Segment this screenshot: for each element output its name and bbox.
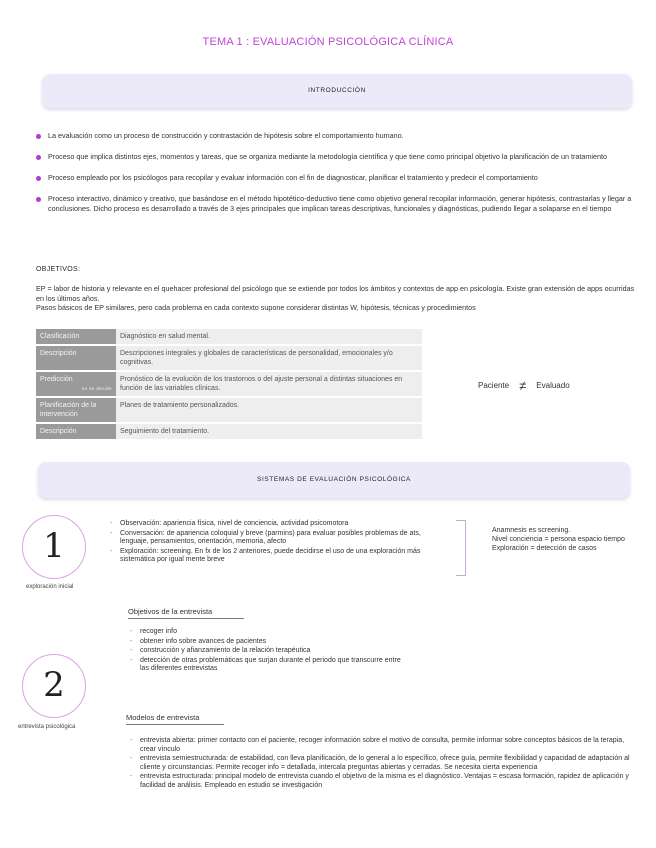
patient-label: Paciente (478, 381, 510, 390)
list-item: Proceso que implica distintos ejes, momentos y tareas, que se organiza mediante la metodología científica y que tiene como principal objetivo la planificación de un tratamiento (36, 152, 636, 162)
interview-models-list (128, 737, 638, 792)
section-header-intro: INTRODUCCIÓN (42, 74, 632, 108)
list-item: - Exploración: screening. En fx de los 2 anteriores, puede decidirse el uso de una exploración más sistemática por igual mente breve (108, 548, 448, 565)
list-item: Proceso empleado por los psicólogos para recopilar y evaluar información con el fin de diagnosticar, planificar el tratamiento y predecir el comportamiento (36, 173, 636, 183)
list-item: - construcción y afianzamiento de la relación terapéutica (128, 647, 408, 656)
list-item: Proceso interactivo, dinámico y creativo, que basándose en el método hipotético-deductivo tiene como objetivo general recopilar información, generar hipótesis, contrastarlas y llegar a conclusiones. Dicho proceso es desarrollado a través de 3 ejes principales que implican tareas descriptivas, funcionales y diagnósticas, pudiendo llegar a solaparse en el tiempo (36, 194, 636, 214)
page-title: TEMA 1 : EVALUACIÓN PSICOLÓGICA CLÍNICA (202, 36, 454, 48)
table-value: Pronóstico de la evolución de los trastornos o del ajuste personal a distintas situaciones en función de las variables clínicas. (116, 371, 422, 397)
patient-vs-evaluated (478, 378, 570, 393)
list-item: - entrevista abierta: primer contacto con el paciente, recoger información sobre el motivo de consulta, permite informar sobre conceptos básicos de la terapia, crear vínculo (128, 737, 638, 754)
ep-description (36, 284, 636, 313)
list-item: - entrevista semiestructurada: de estabilidad, con lleva planificación, de lo general a lo específico, ofrece guía, permite flexibilidad y capacidad de adaptación al cliente y circunstancias. Permite recoger info = detallada, intercala preguntas abiertas y cerradas. Se necesita cierta experiencia (128, 755, 638, 772)
list-item: - obtener info sobre avances de pacientes (128, 638, 408, 647)
table-value: Diagnóstico en salud mental. (116, 329, 422, 345)
table-key: Planificación de la intervención (36, 397, 116, 423)
ep-line: EP = labor de historia y relevante en el quehacer profesional del psicólogo que se extiende por todos los ámbitos y contextos de app en psicología. Existe gran extensión de apps ocurridas en los últimos años. (36, 284, 635, 303)
interview-models-heading: Modelos de entrevista (126, 713, 224, 725)
note-line: Exploración = detección de casos (492, 545, 597, 552)
list-item: - Observación: apariencia física, nivel de conciencia, actividad psicomotora (108, 520, 448, 529)
table-row (36, 329, 422, 345)
step-number-2: 2 (22, 654, 86, 718)
table-value: Descripciones integrales y globales de características de personalidad, emocionales y/o cognitivas. (116, 345, 422, 371)
table-key: Predicción no se decide (36, 371, 116, 397)
list-item: - entrevista estructurada: principal modelo de entrevista cuando el objetivo de la misma es el diagnóstico. Ventajas = escasa formación, rapidez de aplicación y facilidad de análisis. Empleado en estudio se investigación (128, 773, 638, 790)
table-key: Descripción (36, 423, 116, 440)
table-row (36, 371, 422, 397)
table-key: Descripción (36, 345, 116, 371)
table-note: no se decide (81, 386, 112, 391)
not-equal-icon: ≠ (519, 378, 527, 393)
interview-objectives-list (128, 628, 408, 675)
table-row (36, 397, 422, 423)
ep-line: Pasos básicos de EP similares, pero cada problema en cada contexto supone considerar distintas W, hipótesis, técnicas y procedimientos (36, 303, 476, 312)
list-item: - detección de otras problemáticas que surjan durante el periodo que transcurre entre las diferentes entrevistas (128, 657, 408, 674)
section-header-systems: SISTEMAS DE EVALUACIÓN PSICOLÓGICA (38, 462, 630, 498)
table-key: Clasificación (36, 329, 116, 345)
step-label-1: exploración inicial (26, 584, 74, 590)
step-number-1: 1 (22, 515, 86, 579)
exploration-notes (492, 526, 642, 553)
evaluated-label: Evaluado (536, 381, 570, 390)
table-row (36, 345, 422, 371)
note-line: Anamnesis es screening. (492, 527, 571, 534)
list-item: La evaluación como un proceso de construcción y contrastación de hipótesis sobre el comportamiento humano. (36, 131, 636, 141)
objectives-label: OBJETIVOS: (36, 266, 81, 273)
interview-objectives-heading: Objetivos de la entrevista (128, 607, 244, 619)
table-row (36, 423, 422, 440)
table-value: Planes de tratamiento personalizados. (116, 397, 422, 423)
objectives-table (36, 329, 422, 441)
list-item: - Conversación: de apariencia coloquial y breve (parmins) para evaluar posibles problemas de ats, lenguaje, pensamientos, orientación, memoria, afecto (108, 530, 448, 547)
bracket-divider (456, 520, 466, 576)
table-value: Seguimiento del tratamiento. (116, 423, 422, 440)
intro-list (36, 131, 636, 225)
list-item: - recoger info (128, 628, 408, 637)
exploration-list (108, 520, 448, 566)
note-line: Nivel conciencia = persona espacio tiempo (492, 536, 625, 543)
step-label-2: entrevista psicológica (18, 724, 76, 730)
